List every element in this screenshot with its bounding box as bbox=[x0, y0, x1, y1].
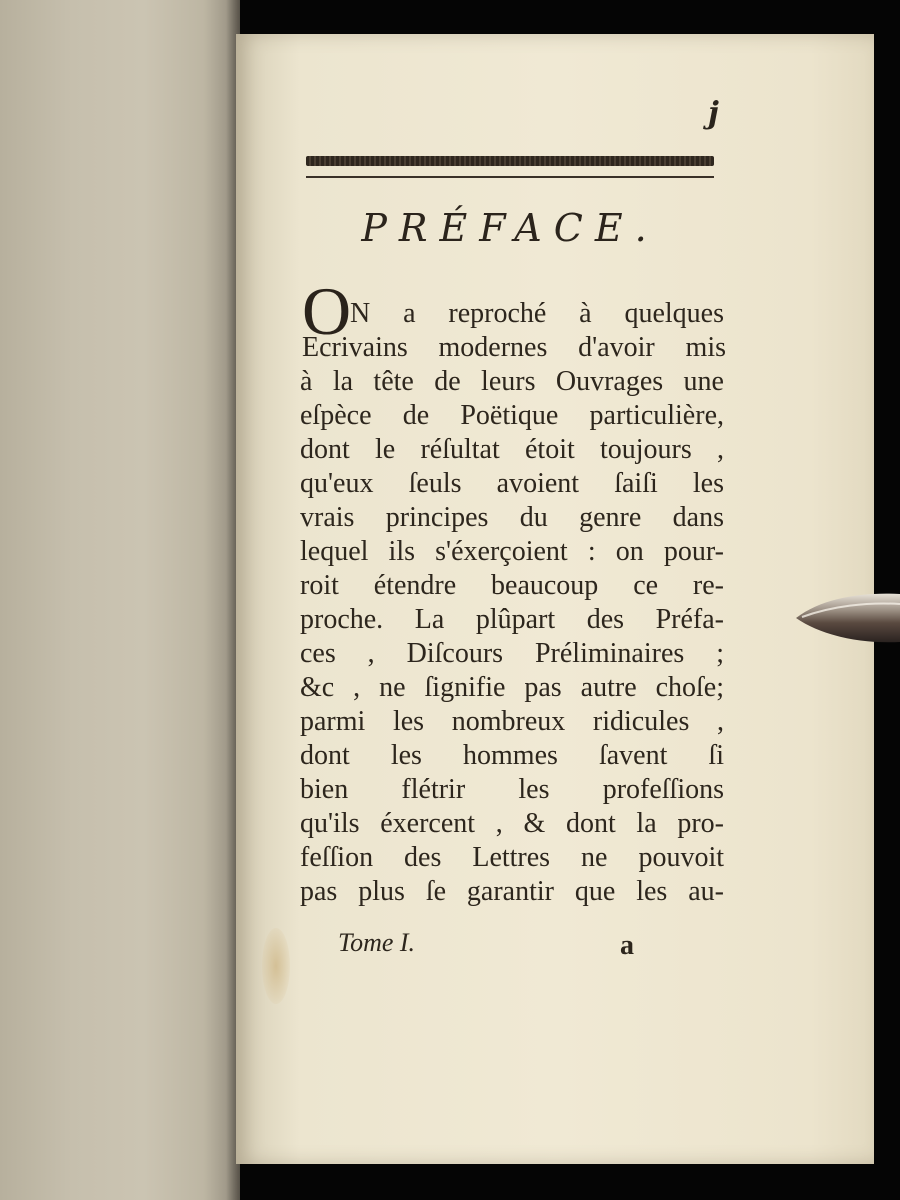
drop-cap: O bbox=[302, 273, 352, 349]
metal-page-marker-icon bbox=[792, 590, 900, 646]
text-line-2: Ecrivains modernes d'avoir mis bbox=[302, 332, 726, 363]
paper-stain bbox=[262, 928, 290, 1004]
footer-volume: Tome I. bbox=[338, 928, 416, 957]
text-line-10: proche. La plûpart des Préfa- bbox=[300, 604, 724, 635]
text-line-16: qu'ils éxercent , & dont la pro- bbox=[300, 808, 724, 839]
text-line-14: dont les hommes ſavent ſi bbox=[300, 740, 724, 771]
page-folio: j bbox=[708, 96, 719, 131]
left-page-verso bbox=[0, 0, 240, 1200]
text-line-7: vrais principes du genre dans bbox=[300, 502, 724, 533]
text-line-17: feſſion des Lettres ne pouvoit bbox=[300, 842, 724, 873]
text-line-12: &c , ne ſignifie pas autre choſe; bbox=[300, 672, 724, 703]
text-line-8: lequel ils s'éxerçoient : on pour- bbox=[300, 536, 724, 567]
footer-signature-mark: a bbox=[620, 930, 634, 961]
text-line-9: roit étendre beaucoup ce re- bbox=[300, 570, 724, 601]
text-line-6: qu'eux ſeuls avoient ſaiſi les bbox=[300, 468, 724, 499]
text-line-11: ces , Diſcours Préliminaires ; bbox=[300, 638, 724, 669]
text-line-13: parmi les nombreux ridicules , bbox=[300, 706, 724, 737]
ornamental-rule-thick bbox=[306, 156, 714, 166]
text-line-3: à la tête de leurs Ouvrages une bbox=[300, 366, 724, 397]
text-line-15: bien flétrir les profeſſions bbox=[300, 774, 724, 805]
page-heading: PRÉFACE. bbox=[361, 206, 659, 250]
text-line-4: eſpèce de Poëtique particulière, bbox=[300, 400, 724, 431]
ornamental-rule-thin bbox=[306, 176, 714, 178]
text-line-18: pas plus ſe garantir que les au- bbox=[300, 876, 724, 907]
text-line-1: N a reproché à quelques bbox=[350, 298, 724, 329]
text-line-5: dont le réſultat étoit toujours , bbox=[300, 434, 724, 465]
